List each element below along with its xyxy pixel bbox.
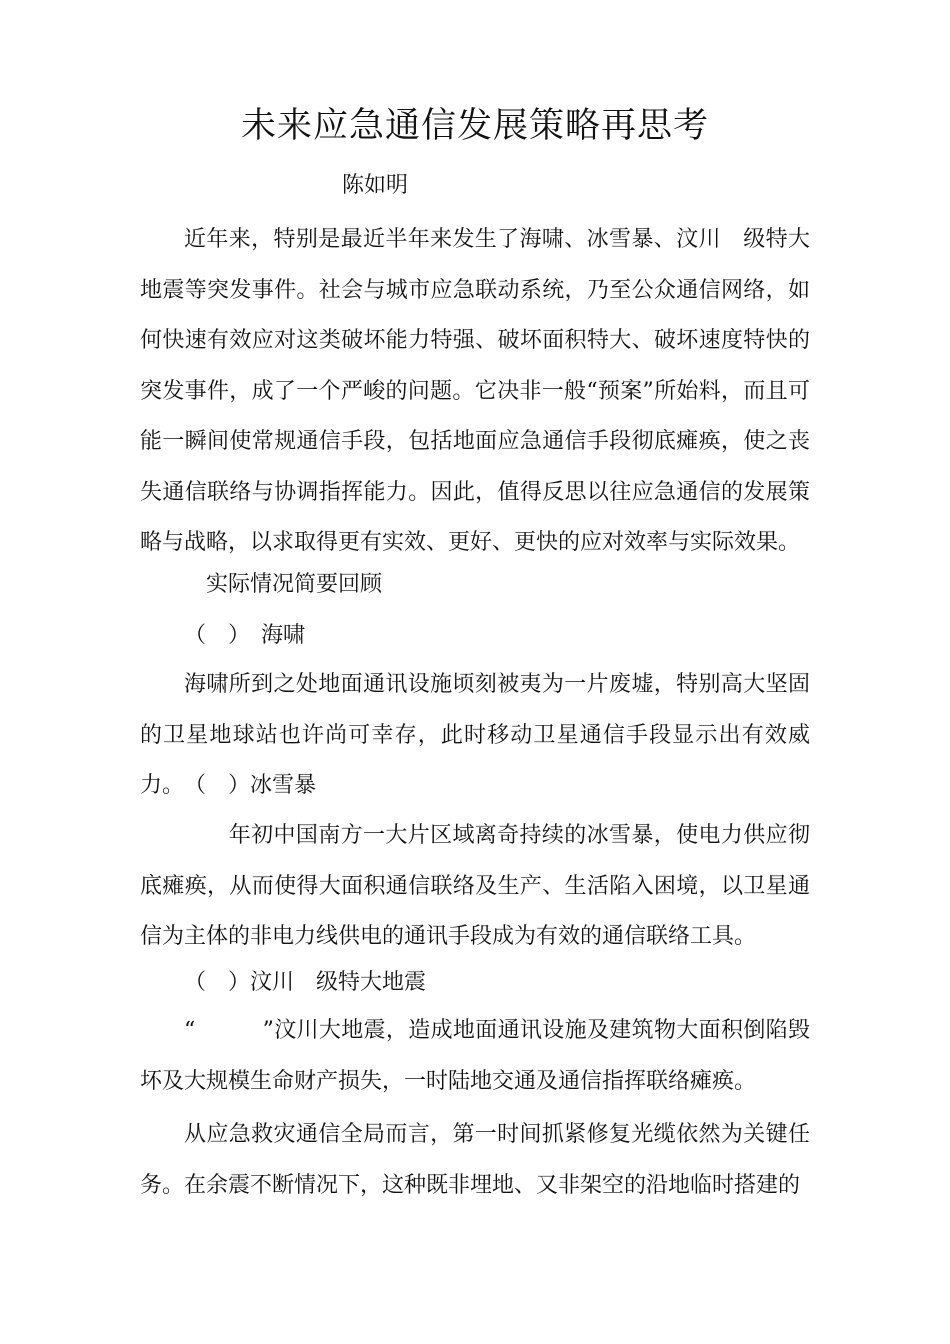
subsection-heading-ice-storm: （ ）冰雪暴	[184, 773, 317, 798]
section-heading: 实际情况简要回顾	[206, 572, 383, 597]
subsection-heading-tsunami: （ ） 海啸	[184, 623, 306, 648]
final-paragraph: 从应急救灾通信全局而言，第一时间抓紧修复光缆依然为关键任务。在余震不断情况下，这种既非埋地、又非架空的沿地临时搭建的	[140, 1122, 810, 1198]
author-name: 陈如明	[342, 173, 409, 198]
subsection-heading-earthquake: （ ）汶川 级特大地震	[184, 970, 427, 995]
earthquake-paragraph: “ ”汶川大地震，造成地面通讯设施及建筑物大面积倒陷毁坏及大规模生命财产损失，一时陆地交通及通信指挥联络瘫痪。	[140, 1018, 810, 1094]
intro-paragraph: 近年来，特别是最近半年来发生了海啸、冰雪暴、汶川 级特大地震等突发事件。社会与城市应急联动系统，乃至公众通信网络，如何快速有效应对这类破坏能力特强、破坏面积特大、破坏速度特快的突发事件，成了一个严峻的问题。它决非一般“预案”所始料，而且可能一瞬间使常规通信手段，包括地面应急通信手段彻底瘫痪，使之丧失通信联络与协调指挥能力。因此，值得反思以往应急通信的发展策略与战略，以求取得更有实效、更好、更快的应对效率与实际效果。	[140, 227, 810, 555]
tsunami-paragraph: 海啸所到之处地面通讯设施顷刻被夷为一片废墟，特别高大坚固的卫星地球站也许尚可幸存，此时移动卫星通信手段显示出有效威力。	[140, 672, 810, 798]
document-title: 未来应急通信发展策略再思考	[240, 106, 709, 146]
ice-storm-paragraph: 年初中国南方一大片区域离奇持续的冰雪暴，使电力供应彻底瘫痪，从而使得大面积通信联络及生产、生活陷入困境，以卫星通信为主体的非电力线供电的通讯手段成为有效的通信联络工具。	[140, 823, 810, 949]
